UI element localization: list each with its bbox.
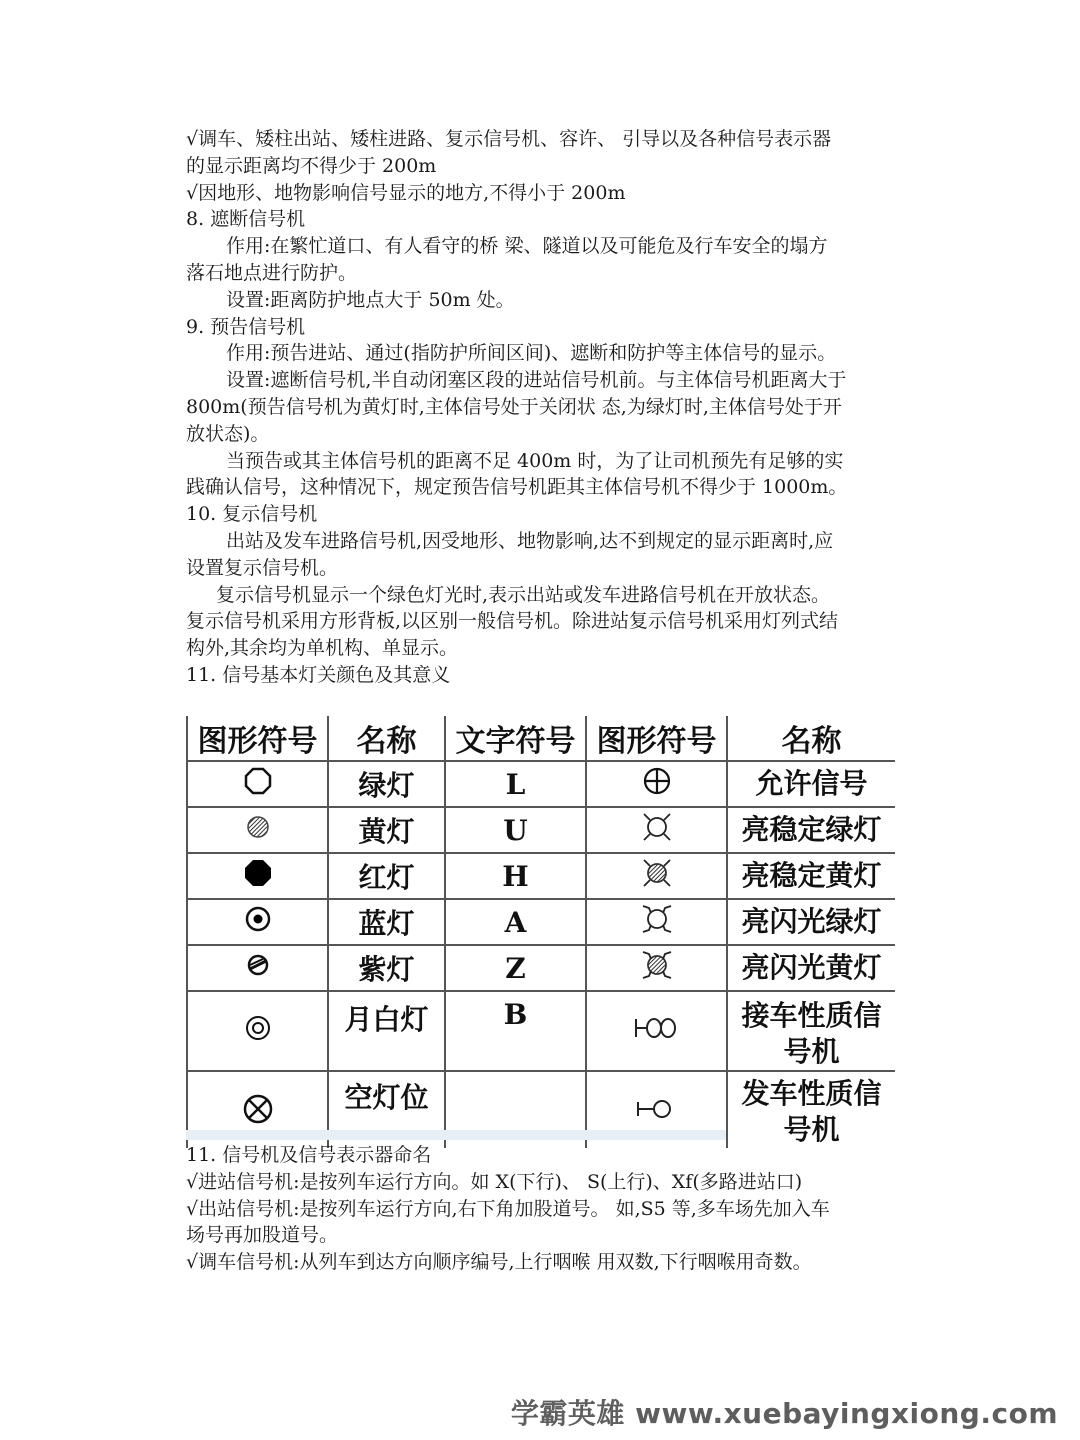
- table-row: [187, 807, 895, 853]
- signal-symbol-table: [186, 716, 895, 1148]
- light-name-cell: 黄灯: [328, 807, 445, 853]
- signal-meaning-cell: 亮稳定绿灯: [727, 807, 895, 853]
- text-line: 8. 遮断信号机: [186, 208, 306, 231]
- light-name-cell: 蓝灯: [328, 899, 445, 945]
- hatched-circle-icon: [243, 812, 273, 849]
- body-text-top: [186, 126, 896, 689]
- post-single-lamp-icon: [634, 1094, 680, 1131]
- header-name-2: 名称: [727, 716, 895, 761]
- symbol-cell: [187, 807, 328, 853]
- text-line: √调车信号机:从列车到达方向顺序编号,上行咽喉 用双数,下行咽喉用奇数。: [186, 1251, 812, 1274]
- symbol-cell: [187, 853, 328, 899]
- letter-code-cell: U: [445, 807, 586, 853]
- table-row: [187, 761, 895, 807]
- header-name-1: 名称: [328, 716, 445, 761]
- image-edge-strip: [186, 1130, 726, 1140]
- signal-meaning-cell: 接车性质信号机: [727, 991, 895, 1071]
- letter-code-cell: A: [445, 899, 586, 945]
- table-header-row: [187, 716, 895, 761]
- signal-meaning-cell: 亮闪光绿灯: [727, 899, 895, 945]
- slash-circle-icon: [243, 950, 273, 987]
- letter-code-cell: Z: [445, 945, 586, 991]
- double-circle-icon: [243, 1013, 273, 1050]
- light-name-cell: 红灯: [328, 853, 445, 899]
- text-line: √出站信号机:是按列车运行方向,右下角加股道号。 如,S5 等,多车场先加入车: [186, 1197, 830, 1220]
- signal-meaning-cell: 亮稳定黄灯: [727, 853, 895, 899]
- text-line: 设置:遮断信号机,半自动闭塞区段的进站信号机前。与主体信号机距离大于: [226, 369, 847, 392]
- light-name-cell: 绿灯: [328, 761, 445, 807]
- text-line: 设置复示信号机。: [186, 556, 339, 579]
- symbol-cell: [187, 899, 328, 945]
- letter-code-cell: B: [445, 991, 586, 1071]
- filled-circle-icon: [243, 858, 273, 895]
- symbol-cell: [187, 761, 328, 807]
- text-line: 构外,其余均为单机构、单显示。: [186, 637, 459, 660]
- symbol-cell: [187, 991, 328, 1071]
- hatched-circle-x-rays-icon: [640, 856, 674, 897]
- table-row: [187, 991, 895, 1071]
- symbol-cell: [586, 807, 727, 853]
- table-row: [187, 945, 895, 991]
- text-line: 11. 信号基本灯关颜色及其意义: [186, 663, 451, 686]
- symbol-cell: [586, 899, 727, 945]
- text-line: 9. 预告信号机: [186, 315, 306, 338]
- circle-cross-icon: [641, 765, 673, 804]
- text-line: 当预告或其主体信号机的距离不足 400m 时，为了让司机预先有足够的实: [226, 449, 844, 472]
- text-line: 设置:距离防护地点大于 50m 处。: [226, 288, 515, 311]
- letter-code-cell: L: [445, 761, 586, 807]
- symbol-cell: [586, 761, 727, 807]
- text-line: √进站信号机:是按列车运行方向。如 X(下行)、 S(上行)、Xf(多路进站口): [186, 1170, 803, 1193]
- letter-code-cell: H: [445, 853, 586, 899]
- text-line: 10. 复示信号机: [186, 503, 318, 526]
- symbol-cell: [586, 853, 727, 899]
- text-line: 复示信号机显示一个绿色灯光时,表示出站或发车进路信号机在开放状态。: [216, 583, 831, 606]
- text-line: 放状态)。: [186, 422, 270, 445]
- text-line: √因地形、地物影响信号显示的地方,不得小于 200m: [186, 181, 626, 204]
- table-row: [187, 899, 895, 945]
- signal-meaning-cell: 发车性质信号机: [727, 1071, 895, 1148]
- text-line: 践确认信号，这种情况下，规定预告信号机距其主体信号机不得少于 1000m。: [186, 476, 848, 499]
- post-double-lamp-icon: [632, 1013, 682, 1050]
- open-circle-x-rays-icon: [640, 810, 674, 851]
- header-symbol-1: 图形符号: [187, 716, 328, 761]
- dot-circle-icon: [243, 904, 273, 941]
- text-line: 复示信号机采用方形背板,以区别一般信号机。除进站复示信号机采用灯列式结: [186, 610, 839, 633]
- text-line: 落石地点进行防护。: [186, 261, 358, 284]
- text-line: 11. 信号机及信号表示器命名: [186, 1144, 432, 1166]
- symbol-cell: [586, 945, 727, 991]
- text-line: 的显示距离均不得少于 200m: [186, 154, 437, 177]
- text-line: 出站及发车进路信号机,因受地形、地物影响,达不到规定的显示距离时,应: [226, 529, 834, 552]
- body-text-bottom: [186, 1142, 896, 1276]
- signal-meaning-cell: 亮闪光黄灯: [727, 945, 895, 991]
- text-line: 作用:在繁忙道口、有人看守的桥 梁、隧道以及可能危及行车安全的塌方: [226, 235, 828, 258]
- circle-x-icon: [241, 1092, 275, 1133]
- table-row: [187, 853, 895, 899]
- signal-meaning-cell: 允许信号: [727, 761, 895, 807]
- text-line: √调车、矮柱出站、矮柱进路、复示信号机、容许、 引导以及各种信号表示器: [186, 128, 832, 150]
- text-line: 场号再加股道号。: [186, 1224, 339, 1247]
- open-circle-icon: [243, 766, 273, 803]
- symbol-cell: [586, 991, 727, 1071]
- light-name-cell: 空灯位: [328, 1071, 445, 1148]
- symbol-cell: [187, 945, 328, 991]
- hatched-circle-flash-rays-icon: [639, 948, 675, 989]
- header-symbol-2: 图形符号: [586, 716, 727, 761]
- site-watermark: 学霸英雄 www.xuebayingxiong.com: [510, 1397, 1058, 1430]
- header-code: 文字符号: [445, 716, 586, 761]
- light-name-cell: 月白灯: [328, 991, 445, 1071]
- text-line: 800m(预告信号机为黄灯时,主体信号处于关闭状 态,为绿灯时,主体信号处于开: [186, 395, 842, 418]
- text-line: 作用:预告进站、通过(指防护所间区间)、遮断和防护等主体信号的显示。: [226, 342, 837, 365]
- open-circle-flash-rays-icon: [639, 902, 675, 943]
- light-name-cell: 紫灯: [328, 945, 445, 991]
